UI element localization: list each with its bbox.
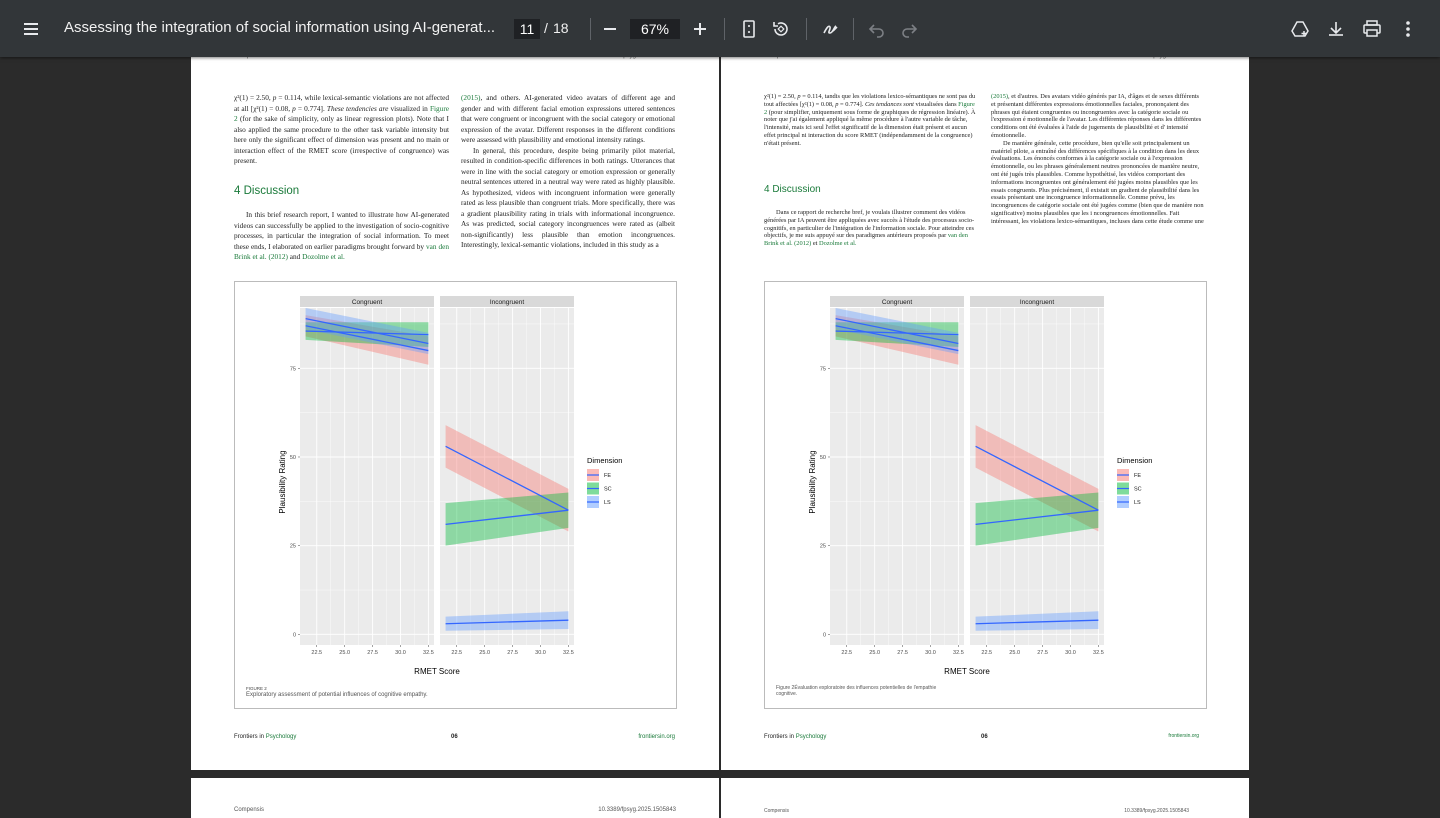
plausibility-chart [765, 282, 1206, 708]
fit-page-button[interactable] [735, 15, 763, 43]
footer-website[interactable]: frontiersin.org [638, 734, 675, 740]
undo-icon [867, 19, 887, 39]
section-heading: 4 Discussion [764, 184, 821, 195]
figure-caption: Exploratory assessment of potential influences of cognitive empathy. [246, 692, 428, 698]
figure-caption: Figure 2Évaluation exploratoire des influences potentielles de l'empathie cognitive. [776, 685, 937, 697]
text-column-1 [234, 93, 449, 167]
legend-label-sc: SC [604, 486, 612, 493]
toolbar-divider [590, 18, 591, 40]
x-tick-label: 32.5 [1093, 650, 1104, 656]
pdf-toolbar [0, 0, 1440, 57]
zoom-level-input[interactable]: 67% [630, 19, 680, 39]
legend-label-ls: LS [604, 500, 611, 506]
print-button[interactable] [1358, 15, 1386, 43]
x-tick-label: 32.5 [563, 650, 574, 656]
page-total: 18 [553, 20, 569, 36]
footer-journal-prefix: Frontiers in [234, 734, 265, 740]
annotate-icon [821, 19, 841, 39]
legend-title: Dimension [1117, 456, 1153, 465]
pdf-page-next-right [721, 778, 1249, 818]
paragraph: (2015), et d'autres. Des avatars vidéo générés par IA, d'âges et de sexes différents et présentant différentes expressions émotionnelles faciales, prononçaient des phrases qui étaient congruentes ou incongruentes avec la catégorie sociale ou l'expression é motionnelle de l'avatar. Les différentes réponses dans les différentes conditions ont été évaluées à l'aide de jugements de plausibilité et d' intensité émotionnelle. [991, 93, 1202, 139]
toolbar-divider [853, 18, 854, 40]
pdf-page-right [721, 57, 1249, 770]
y-axis-title: Plausibility Rating [278, 450, 287, 514]
x-tick-label: 30.0 [1065, 650, 1076, 656]
page-number-input[interactable]: 11 [514, 19, 540, 39]
plus-icon [690, 19, 710, 39]
menu-icon[interactable] [18, 16, 44, 42]
x-tick-label: 22.5 [311, 650, 323, 656]
y-tick-label: 50 [819, 454, 826, 461]
legend-title: Dimension [587, 456, 623, 465]
toolbar-divider [806, 18, 807, 40]
y-tick-label: 75 [289, 366, 296, 373]
y-axis-title: Plausibility Rating [808, 450, 817, 514]
footer-journal-name: Psychology [795, 734, 827, 740]
text-column-1b [234, 210, 449, 263]
facet-label: Congruent [881, 299, 913, 306]
footer-journal-name: Psychology [265, 734, 297, 740]
x-tick-label: 27.5 [507, 650, 518, 656]
download-button[interactable] [1322, 15, 1350, 43]
text-column-2 [991, 93, 1205, 226]
paragraph: (2015), and others. AI-generated video avatars of different age and gender and with different facial emotion expressions uttered sentences that were congruent or incongruent with the social category or emotional expression of the avatar. Different responses in the different conditions were assessed with plausibility and emotional intensity ratings. [461, 93, 675, 144]
x-tick-label: 27.5 [367, 650, 378, 656]
paragraph: Dans ce rapport de recherche bref, je voulais illustrer comment des vidéos générées par IA peuvent être appliquées avec succès à l'étude des processus socio-cognitifs, en particulier de l'intégration de l'information sociale. Pour atteindre ces objectifs, je me suis appuyé sur des paradigmes antérieurs proposés par van den Brink et al. (2012) et Dozolme et al. [764, 209, 975, 248]
x-tick-label: 32.5 [953, 650, 964, 656]
facet-label: Incongruent [1019, 299, 1055, 306]
y-tick-label: 0 [822, 632, 826, 639]
x-tick-label: 22.5 [981, 650, 993, 656]
x-tick-label: 25.0 [339, 650, 351, 656]
text-column-1b [764, 209, 978, 248]
x-tick-label: 30.0 [925, 650, 936, 656]
x-axis-title: RMET Score [414, 667, 460, 676]
zoom-in-button[interactable] [686, 15, 714, 43]
print-icon [1362, 19, 1382, 39]
drive-icon [1290, 19, 1310, 39]
x-tick-label: 32.5 [423, 650, 434, 656]
legend-label-fe: FE [1134, 473, 1142, 479]
fit-page-icon [739, 19, 759, 39]
redo-button[interactable] [895, 15, 923, 43]
figure-box [234, 281, 677, 709]
footer-journal [764, 734, 826, 740]
facet-label: Congruent [351, 299, 383, 306]
rotate-button[interactable] [767, 15, 795, 43]
download-icon [1326, 19, 1346, 39]
footer-website[interactable]: frontiersin.org [1168, 733, 1199, 739]
x-tick-label: 27.5 [1037, 650, 1048, 656]
minus-icon [600, 19, 620, 39]
y-tick-label: 50 [289, 454, 296, 461]
running-header-author: Compensis [764, 808, 790, 814]
x-axis-title: RMET Score [944, 667, 990, 676]
paragraph: De manière générale, cette procédure, bien qu'elle soit principalement un matériel pilote, a entraîné des différences spécifiques à la condition dans les deux évaluations. Les énoncés conformes à la catégorie sociale ou à l'expression émotionnelle, ou les phrases généralement neutres prononcées de manière neutre, ont été jugés très plausibles. Comme hypothétisé, les vidéos comportant des informations incongruentes ont généralement été jugées moins plausibles que les essais congruents. Plus précisément, il existait un gradient de plausibilité dans les essais présentant une incongruence informationnelle. Comme prévu, les incongruences de catégorie sociale ont été jugées comme (bien que de manière non significative) moins plausibles que les i ncongruences émotionnelles. Fait intéressant, les violations lexico-sémantiques, incluses dans cette étude comme une [991, 139, 1204, 225]
text-column-1 [764, 93, 978, 148]
y-tick-label: 75 [819, 366, 826, 373]
zoom-out-button[interactable] [596, 15, 624, 43]
x-tick-label: 22.5 [451, 650, 463, 656]
toolbar-divider [724, 18, 725, 40]
running-header-doi: 10.3389/fpsyg.2025.1505843 [1124, 808, 1189, 814]
running-header-doi: 10.3389/fpsyg.2025.1505843 [598, 807, 676, 813]
footer-journal-prefix: Frontiers in [764, 734, 795, 740]
footer-page-number: 06 [451, 734, 458, 740]
paragraph: In general, this procedure, despite being primarily pilot material, resulted in condition-specific differences in both ratings. Utterances that were in line with the social category or emotion expression or generally neutral sentences uttered in a neutral way were rated as highly plausible. As hypothesized, videos with incongruent information were generally rated as less plausible than congruent trials. More specifically, there was a gradient plausibility rating in trials with informational incongruence. As was predicted, social category incongruences were rated as (albeit non-significantly) less plausible than emotion incongruences. Interestingly, lexical-semantic violations, included in this study as a [461, 145, 675, 249]
paragraph: χ²(1) = 2.50, p = 0.114, while lexical-semantic violations are not affected at all [χ²(1) = 0.08, p = 0.774]. These tendencies are visualized in Figure 2 (for the sake of simplicity, only as linear regression plots). Note that I also applied the same procedure to the other task variable intensity but here only the significant effect of dimension was present and no main or interaction effect of the RMET score (irrespective of congruence) was present. [234, 93, 449, 165]
legend-label-ls: LS [1134, 500, 1141, 506]
x-tick-label: 22.5 [841, 650, 853, 656]
more-actions-button[interactable] [1394, 15, 1422, 43]
redo-icon [899, 19, 919, 39]
figure-label: FIGURE 2 [246, 686, 267, 691]
paragraph: χ²(1) = 2.50, p = 0.114, tandis que les violations lexico-sémantiques ne sont pas du tout affectées [χ²(1) = 0.08, p = 0.774]. Ces tendances sont visualisées dans Figure 2 (pour simplifier, uniquement sous forme de graphiques de régression linéaire). À noter que j'ai également appliqué la même procédure à l'autre variable de tâche, l'intensité, mais ici seul l'effet significatif de la dimension était présent et aucun effet principal ni interaction du score RMET (indépendamment de la congruence) n'était présent. [764, 93, 976, 147]
more-icon [1398, 19, 1418, 39]
footer-journal [234, 734, 296, 740]
text-column-2 [461, 93, 675, 251]
y-tick-label: 0 [292, 632, 296, 639]
footer-page-number: 06 [981, 734, 988, 740]
section-heading: 4 Discussion [234, 185, 300, 197]
pdf-page-next-left [191, 778, 719, 818]
x-tick-label: 30.0 [395, 650, 406, 656]
x-tick-label: 25.0 [479, 650, 491, 656]
document-title: Assessing the integration of social information using AI-generat... [64, 19, 496, 36]
y-tick-label: 25 [819, 543, 826, 550]
running-header-author: Compensis [234, 807, 265, 813]
rotate-icon [771, 19, 791, 39]
x-tick-label: 27.5 [897, 650, 908, 656]
figure-box [764, 281, 1207, 709]
facet-label: Incongruent [489, 299, 525, 306]
x-tick-label: 25.0 [1009, 650, 1021, 656]
y-tick-label: 25 [289, 543, 296, 550]
undo-button[interactable] [863, 15, 891, 43]
paragraph: In this brief research report, I wanted to illustrate how AI-generated videos can successfully be applied to the investigation of socio-cognitive processes, in particular the integration of social information. To meet these ends, I elaborated on earlier paradigms brought forward by van den Brink et al. (2012) and Dozolme et al. [234, 210, 449, 261]
x-tick-label: 25.0 [869, 650, 881, 656]
plausibility-chart [235, 282, 676, 708]
pdf-page-left [191, 57, 719, 770]
page-separator: / [544, 20, 548, 36]
legend-label-fe: FE [604, 473, 612, 479]
annotate-button[interactable] [817, 15, 845, 43]
x-tick-label: 30.0 [535, 650, 546, 656]
save-to-drive-button[interactable] [1286, 15, 1314, 43]
legend-label-sc: SC [1134, 486, 1142, 493]
